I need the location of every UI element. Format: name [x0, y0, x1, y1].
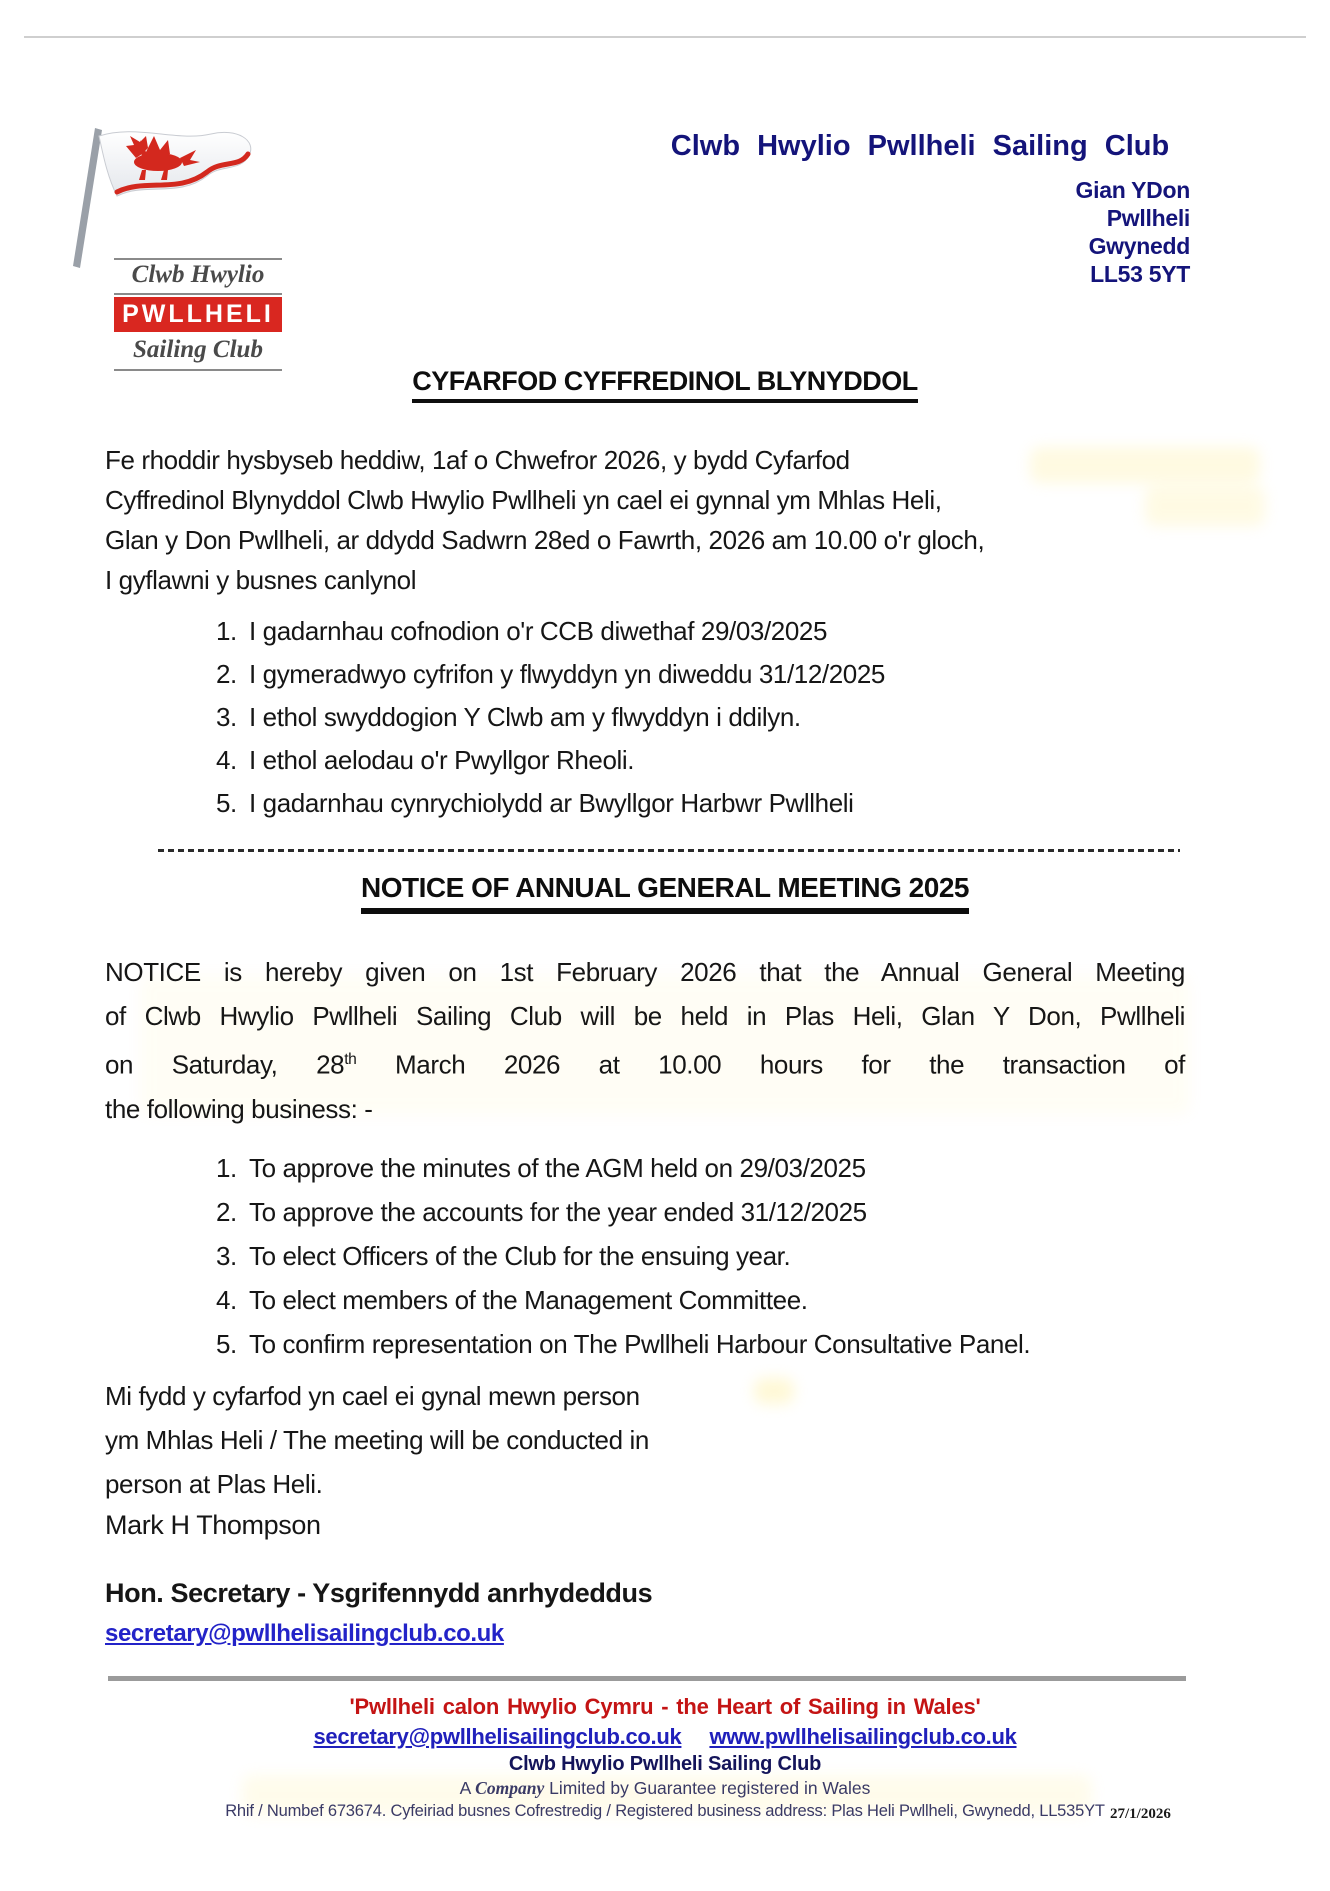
english-title: NOTICE OF ANNUAL GENERAL MEETING 2025 [361, 872, 969, 914]
footer-tagline: 'Pwllheli calon Hwylio Cymru - the Heart of Sailing in Wales' [349, 1694, 981, 1719]
list-item [216, 782, 1216, 825]
welsh-paragraph [105, 440, 1185, 600]
list-item [216, 1234, 1276, 1278]
welsh-para-line: Fe rhoddir hysbyseb heddiw, 1af o Chwefror 2026, y bydd Cyfarfod [105, 445, 850, 475]
item-number: 3. [216, 702, 237, 732]
item-text: To confirm representation on The Pwllheli Harbour Consultative Panel. [249, 1329, 1031, 1359]
footer-email-link[interactable]: secretary@pwllhelisailingclub.co.uk [313, 1724, 682, 1749]
line-rest: March 2026 at 10.00 hours for the transaction of [395, 1049, 1185, 1080]
item-text: To elect Officers of the Club for the ensuing year. [249, 1241, 791, 1271]
item-number: 2. [216, 1197, 237, 1227]
item-text: To approve the accounts for the year ended 31/12/2025 [249, 1197, 867, 1227]
item-text: I gadarnhau cynrychiolydd ar Bwyllgor Harbwr Pwllheli [249, 788, 854, 818]
item-text: I ethol swyddogion Y Clwb am y flwyddyn i ddilyn. [249, 702, 801, 732]
footer [0, 1692, 1330, 1822]
item-number: 3. [216, 1241, 237, 1271]
welsh-para-line: Glan y Don Pwllheli, ar ddydd Sadwrn 28ed o Fawrth, 2026 am 10.00 o'r gloch, [105, 525, 985, 555]
club-address [1076, 176, 1190, 288]
footer-website-link[interactable]: www.pwllhelisailingclub.co.uk [709, 1724, 1017, 1749]
item-text: To approve the minutes of the AGM held on 29/03/2025 [249, 1153, 866, 1183]
welsh-section [0, 366, 1330, 403]
footer-registration-line: Rhif / Numbef 673674. Cyfeiriad busnes Cofrestredig / Registered business address: Plas Heli Pwllheli, Gwynedd, LL535YT [225, 1802, 1105, 1820]
english-para-line: the following business: - [105, 1093, 373, 1124]
welsh-dragon-flag-icon [68, 120, 280, 272]
item-number: 1. [216, 616, 237, 646]
logo-line-clwb-hwylio: Clwb Hwylio [114, 258, 282, 295]
list-item [216, 696, 1216, 739]
welsh-para-line: I gyflawni y busnes canlynol [105, 565, 417, 595]
document-date: 27/1/2026 [1110, 1806, 1171, 1822]
list-item [216, 610, 1216, 653]
item-text: I ethol aelodau o'r Pwyllgor Rheoli. [249, 745, 635, 775]
list-item [216, 1190, 1276, 1234]
welsh-title: CYFARFOD CYFFREDINOL BLYNYDDOL [412, 366, 918, 403]
address-line-2: Pwllheli [1106, 205, 1190, 231]
address-line-1: Gian YDon [1075, 177, 1190, 203]
footer-org-name: Clwb Hwylio Pwllheli Sailing Club [508, 1753, 822, 1775]
closing-line: person at Plas Heli. [105, 1469, 323, 1499]
scan-edge-line [24, 36, 1306, 38]
company-prefix: A [459, 1778, 476, 1798]
signature-role: Hon. Secretary - Ysgrifennydd anrhydeddus [105, 1578, 653, 1608]
dashed-divider [158, 849, 1180, 852]
footer-company-line [0, 1777, 1330, 1800]
english-para-line: of Clwb Hwylio Pwllheli Sailing Club will be held in Plas Heli, Glan Y Don, Pwllheli [105, 1001, 1185, 1031]
list-item [216, 653, 1216, 696]
address-line-4: LL53 5YT [1090, 261, 1190, 287]
item-number: 4. [216, 745, 237, 775]
item-text: I gymeradwyo cyfrifon y flwyddyn yn diweddu 31/12/2025 [249, 659, 885, 689]
ordinal-suffix: th [344, 1051, 357, 1068]
welsh-agenda-list [216, 610, 1216, 825]
list-item [216, 1146, 1276, 1190]
logo-wordmark [114, 258, 282, 371]
footer-rule [108, 1676, 1186, 1681]
item-text: To elect members of the Management Committee. [249, 1285, 808, 1315]
closing-paragraph [105, 1374, 1005, 1506]
welsh-para-line: Cyffredinol Blynyddol Clwb Hwylio Pwllheli yn cael ei gynnal ym Mhlas Heli, [105, 485, 942, 515]
list-item [216, 739, 1216, 782]
date-text: on Saturday, 28 [105, 1049, 345, 1080]
secretary-email-link[interactable]: secretary@pwllhelisailingclub.co.uk [105, 1620, 504, 1647]
logo-line-sailing-club: Sailing Club [114, 333, 282, 371]
company-word-italic: Company [475, 1778, 545, 1798]
signature-name: Mark H Thompson [105, 1510, 321, 1540]
list-item [216, 1322, 1276, 1366]
club-logo [68, 120, 298, 371]
item-number: 1. [216, 1153, 237, 1183]
footer-links [0, 1722, 1330, 1751]
logo-line-pwllheli: PWLLHELI [114, 297, 282, 332]
closing-line: ym Mhlas Heli / The meeting will be conducted in [105, 1425, 649, 1455]
flag-pole [73, 128, 102, 268]
item-number: 4. [216, 1285, 237, 1315]
item-text: I gadarnhau cofnodion o'r CCB diwethaf 29/03/2025 [249, 616, 828, 646]
closing-line: Mi fydd y cyfarfod yn cael ei gynal mewn person [105, 1381, 640, 1411]
item-number: 2. [216, 659, 237, 689]
english-agenda-list [216, 1146, 1276, 1366]
address-line-3: Gwynedd [1088, 233, 1190, 259]
english-para-line [105, 1038, 1185, 1087]
english-section [0, 872, 1330, 914]
company-suffix: Limited by Guarantee registered in Wales [544, 1778, 871, 1798]
list-item [216, 1278, 1276, 1322]
english-para-line: NOTICE is hereby given on 1st February 2026 that the Annual General Meeting [105, 957, 1185, 987]
item-number: 5. [216, 1329, 237, 1359]
english-paragraph [105, 950, 1185, 1131]
item-number: 5. [216, 788, 237, 818]
club-name-header: Clwb Hwylio Pwllheli Sailing Club [670, 130, 1170, 162]
